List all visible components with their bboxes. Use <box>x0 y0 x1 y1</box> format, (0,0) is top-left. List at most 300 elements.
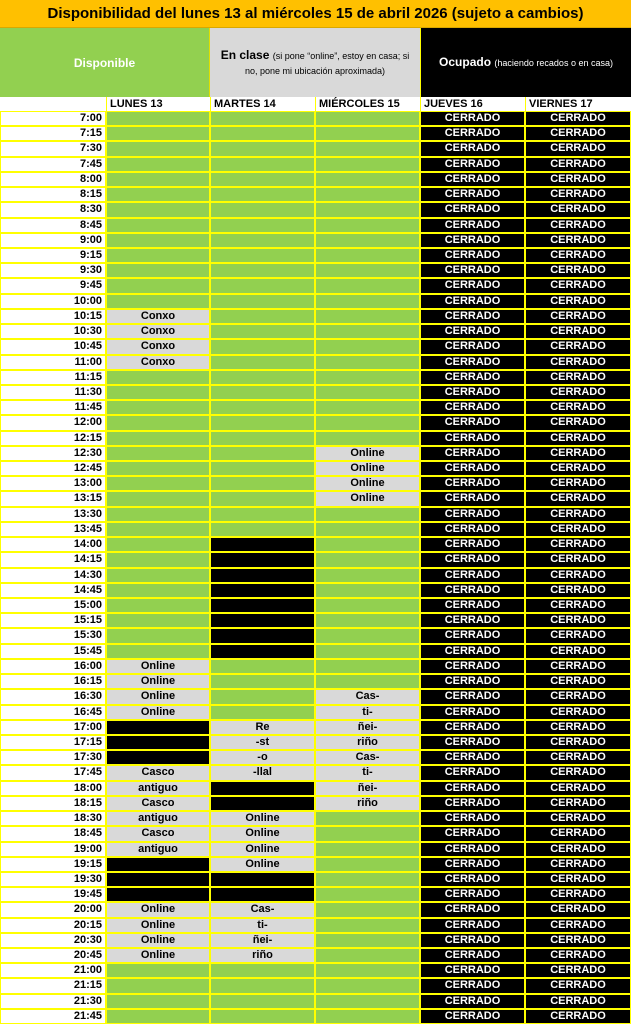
in-class-cell: Online <box>106 689 210 704</box>
available-cell <box>210 522 315 537</box>
busy-cell <box>106 857 210 872</box>
busy-cell: CERRADO <box>525 674 631 689</box>
time-label: 18:00 <box>0 781 106 796</box>
available-cell <box>210 415 315 430</box>
schedule-row <box>0 781 631 796</box>
day-header: MIÉRCOLES 15 <box>315 97 420 111</box>
busy-cell: CERRADO <box>420 537 525 552</box>
available-cell <box>106 613 210 628</box>
available-cell <box>210 294 315 309</box>
time-label: 21:15 <box>0 978 106 993</box>
busy-cell: CERRADO <box>525 568 631 583</box>
available-cell <box>315 887 420 902</box>
time-label: 18:45 <box>0 826 106 841</box>
schedule-row <box>0 826 631 841</box>
schedule-row <box>0 370 631 385</box>
schedule-row <box>0 598 631 613</box>
time-label: 12:00 <box>0 415 106 430</box>
time-label: 9:00 <box>0 233 106 248</box>
busy-cell: CERRADO <box>525 583 631 598</box>
schedule-row <box>0 431 631 446</box>
schedule-row <box>0 248 631 263</box>
available-cell <box>210 461 315 476</box>
in-class-cell: Casco <box>106 765 210 780</box>
available-cell <box>315 522 420 537</box>
time-label: 20:45 <box>0 948 106 963</box>
busy-cell: CERRADO <box>420 233 525 248</box>
available-cell <box>106 978 210 993</box>
busy-cell: CERRADO <box>525 857 631 872</box>
available-cell <box>315 126 420 141</box>
busy-cell <box>106 735 210 750</box>
time-label: 20:30 <box>0 933 106 948</box>
schedule-row <box>0 948 631 963</box>
available-cell <box>315 933 420 948</box>
time-label: 17:15 <box>0 735 106 750</box>
in-class-cell: Online <box>106 705 210 720</box>
available-cell <box>106 644 210 659</box>
available-cell <box>106 994 210 1009</box>
time-label: 14:15 <box>0 552 106 567</box>
schedule-row <box>0 263 631 278</box>
available-cell <box>210 248 315 263</box>
in-class-cell: Online <box>210 842 315 857</box>
busy-cell: CERRADO <box>420 461 525 476</box>
busy-cell: CERRADO <box>420 933 525 948</box>
time-label: 9:30 <box>0 263 106 278</box>
available-cell <box>106 431 210 446</box>
busy-cell: CERRADO <box>420 796 525 811</box>
schedule-row <box>0 568 631 583</box>
busy-cell: CERRADO <box>420 583 525 598</box>
busy-cell: CERRADO <box>420 431 525 446</box>
available-cell <box>106 278 210 293</box>
busy-cell: CERRADO <box>525 324 631 339</box>
available-cell <box>106 111 210 126</box>
available-cell <box>210 187 315 202</box>
day-header: VIERNES 17 <box>525 97 631 111</box>
time-label: 13:45 <box>0 522 106 537</box>
available-cell <box>106 172 210 187</box>
busy-cell: CERRADO <box>525 887 631 902</box>
legend-in-class <box>210 28 420 97</box>
schedule-row <box>0 507 631 522</box>
available-cell <box>315 811 420 826</box>
busy-cell: CERRADO <box>420 552 525 567</box>
busy-cell: CERRADO <box>420 111 525 126</box>
in-class-cell: Online <box>315 461 420 476</box>
schedule-row <box>0 978 631 993</box>
busy-cell: CERRADO <box>420 765 525 780</box>
busy-cell: CERRADO <box>420 126 525 141</box>
in-class-cell: Cas- <box>315 689 420 704</box>
in-class-cell: antiguo <box>106 842 210 857</box>
time-label: 16:00 <box>0 659 106 674</box>
busy-cell: CERRADO <box>525 735 631 750</box>
busy-cell: CERRADO <box>525 659 631 674</box>
available-cell <box>315 948 420 963</box>
schedule-row <box>0 172 631 187</box>
busy-cell: CERRADO <box>420 309 525 324</box>
available-cell <box>210 446 315 461</box>
time-label: 11:15 <box>0 370 106 385</box>
available-cell <box>106 598 210 613</box>
available-cell <box>315 400 420 415</box>
busy-cell: CERRADO <box>525 172 631 187</box>
time-label: 8:15 <box>0 187 106 202</box>
busy-cell: CERRADO <box>525 309 631 324</box>
busy-cell <box>210 552 315 567</box>
busy-cell: CERRADO <box>525 339 631 354</box>
schedule-body <box>0 111 631 1024</box>
time-label: 17:00 <box>0 720 106 735</box>
schedule-row <box>0 887 631 902</box>
busy-cell: CERRADO <box>525 202 631 217</box>
schedule-row <box>0 415 631 430</box>
busy-cell: CERRADO <box>525 355 631 370</box>
busy-cell: CERRADO <box>525 781 631 796</box>
schedule-row <box>0 537 631 552</box>
time-label: 17:30 <box>0 750 106 765</box>
available-cell <box>315 278 420 293</box>
available-cell <box>315 613 420 628</box>
busy-cell <box>210 644 315 659</box>
time-label: 10:00 <box>0 294 106 309</box>
time-label: 21:45 <box>0 1009 106 1024</box>
available-cell <box>210 263 315 278</box>
busy-cell: CERRADO <box>420 598 525 613</box>
available-cell <box>106 476 210 491</box>
busy-cell: CERRADO <box>525 796 631 811</box>
schedule-row <box>0 720 631 735</box>
time-label: 20:00 <box>0 902 106 917</box>
available-cell <box>315 994 420 1009</box>
busy-cell: CERRADO <box>525 446 631 461</box>
schedule-row <box>0 126 631 141</box>
busy-cell: CERRADO <box>420 568 525 583</box>
busy-cell: CERRADO <box>525 720 631 735</box>
schedule-row <box>0 141 631 156</box>
available-cell <box>315 294 420 309</box>
available-cell <box>210 324 315 339</box>
in-class-cell: ñei- <box>315 781 420 796</box>
busy-cell: CERRADO <box>525 476 631 491</box>
available-cell <box>210 355 315 370</box>
available-cell <box>315 141 420 156</box>
in-class-cell: riño <box>315 796 420 811</box>
busy-cell: CERRADO <box>420 689 525 704</box>
available-cell <box>210 126 315 141</box>
time-label: 7:15 <box>0 126 106 141</box>
available-cell <box>210 385 315 400</box>
time-label: 18:30 <box>0 811 106 826</box>
busy-cell: CERRADO <box>420 187 525 202</box>
busy-cell: CERRADO <box>525 902 631 917</box>
in-class-cell: Conxo <box>106 339 210 354</box>
busy-cell: CERRADO <box>525 872 631 887</box>
busy-cell: CERRADO <box>525 415 631 430</box>
busy-cell: CERRADO <box>420 978 525 993</box>
available-cell <box>210 370 315 385</box>
busy-cell: CERRADO <box>420 811 525 826</box>
available-cell <box>315 1009 420 1024</box>
busy-cell: CERRADO <box>525 918 631 933</box>
busy-cell: CERRADO <box>420 446 525 461</box>
schedule-row <box>0 1009 631 1024</box>
in-class-cell: riño <box>315 735 420 750</box>
available-cell <box>106 628 210 643</box>
busy-cell: CERRADO <box>420 172 525 187</box>
available-cell <box>210 400 315 415</box>
schedule-title: Disponibilidad del lunes 13 al miércoles 15 de abril 2026 (sujeto a cambios) <box>0 0 631 28</box>
available-cell <box>210 963 315 978</box>
busy-cell: CERRADO <box>525 218 631 233</box>
schedule-row <box>0 111 631 126</box>
in-class-cell: Online <box>210 857 315 872</box>
in-class-cell: antiguo <box>106 811 210 826</box>
available-cell <box>315 202 420 217</box>
in-class-cell: antiguo <box>106 781 210 796</box>
available-cell <box>210 978 315 993</box>
schedule-row <box>0 765 631 780</box>
time-label: 13:00 <box>0 476 106 491</box>
available-cell <box>210 278 315 293</box>
day-header: LUNES 13 <box>106 97 210 111</box>
schedule-row <box>0 750 631 765</box>
available-cell <box>315 872 420 887</box>
busy-cell: CERRADO <box>420 781 525 796</box>
available-cell <box>210 157 315 172</box>
busy-cell: CERRADO <box>420 141 525 156</box>
time-label: 12:15 <box>0 431 106 446</box>
legend-busy-label <box>439 55 613 70</box>
busy-cell: CERRADO <box>525 644 631 659</box>
available-cell <box>210 339 315 354</box>
schedule-row <box>0 476 631 491</box>
busy-cell: CERRADO <box>420 902 525 917</box>
schedule-row <box>0 355 631 370</box>
available-cell <box>315 233 420 248</box>
available-cell <box>106 537 210 552</box>
busy-cell: CERRADO <box>525 948 631 963</box>
available-cell <box>315 918 420 933</box>
busy-cell <box>106 887 210 902</box>
available-cell <box>106 491 210 506</box>
day-header: MARTES 14 <box>210 97 315 111</box>
available-cell <box>210 705 315 720</box>
available-cell <box>210 202 315 217</box>
busy-cell: CERRADO <box>525 842 631 857</box>
busy-cell <box>210 613 315 628</box>
available-cell <box>315 659 420 674</box>
busy-cell: CERRADO <box>525 689 631 704</box>
busy-cell: CERRADO <box>525 978 631 993</box>
schedule-row <box>0 918 631 933</box>
busy-cell: CERRADO <box>420 750 525 765</box>
in-class-cell: Cas- <box>210 902 315 917</box>
available-cell <box>315 644 420 659</box>
available-cell <box>315 552 420 567</box>
busy-cell: CERRADO <box>420 476 525 491</box>
available-cell <box>106 263 210 278</box>
in-class-cell: ti- <box>210 918 315 933</box>
in-class-cell: Online <box>315 446 420 461</box>
legend-in-class-note: (si pone “online”, estoy en casa; si no, pone mi ubicación aproximada) <box>244 50 410 76</box>
time-label: 16:45 <box>0 705 106 720</box>
available-cell <box>106 522 210 537</box>
in-class-cell: Online <box>106 902 210 917</box>
busy-cell: CERRADO <box>525 522 631 537</box>
time-label: 8:00 <box>0 172 106 187</box>
busy-cell: CERRADO <box>420 674 525 689</box>
busy-cell: CERRADO <box>525 157 631 172</box>
available-cell <box>106 218 210 233</box>
schedule-row <box>0 400 631 415</box>
in-class-cell: Cas- <box>315 750 420 765</box>
schedule-row <box>0 613 631 628</box>
busy-cell <box>210 598 315 613</box>
schedule-row <box>0 294 631 309</box>
time-label: 7:00 <box>0 111 106 126</box>
available-cell <box>315 568 420 583</box>
time-label: 8:45 <box>0 218 106 233</box>
available-cell <box>315 187 420 202</box>
schedule-row <box>0 583 631 598</box>
time-label: 9:45 <box>0 278 106 293</box>
busy-cell: CERRADO <box>420 872 525 887</box>
busy-cell <box>210 628 315 643</box>
available-cell <box>315 842 420 857</box>
busy-cell <box>210 887 315 902</box>
in-class-cell: Online <box>315 476 420 491</box>
time-label: 8:30 <box>0 202 106 217</box>
time-label: 12:45 <box>0 461 106 476</box>
time-label: 20:15 <box>0 918 106 933</box>
time-label: 18:15 <box>0 796 106 811</box>
available-cell <box>106 400 210 415</box>
time-label: 7:30 <box>0 141 106 156</box>
time-label: 9:15 <box>0 248 106 263</box>
schedule-row <box>0 202 631 217</box>
time-label: 16:15 <box>0 674 106 689</box>
busy-cell: CERRADO <box>525 1009 631 1024</box>
busy-cell: CERRADO <box>525 811 631 826</box>
busy-cell: CERRADO <box>525 278 631 293</box>
available-cell <box>315 355 420 370</box>
busy-cell: CERRADO <box>525 263 631 278</box>
time-label: 12:30 <box>0 446 106 461</box>
busy-cell: CERRADO <box>420 628 525 643</box>
available-cell <box>106 202 210 217</box>
busy-cell: CERRADO <box>525 507 631 522</box>
available-cell <box>106 294 210 309</box>
time-label: 19:15 <box>0 857 106 872</box>
schedule-row <box>0 994 631 1009</box>
schedule-row <box>0 705 631 720</box>
schedule-row <box>0 491 631 506</box>
time-label: 11:00 <box>0 355 106 370</box>
schedule-row <box>0 796 631 811</box>
in-class-cell: -st <box>210 735 315 750</box>
available-cell <box>106 385 210 400</box>
available-cell <box>210 111 315 126</box>
busy-cell: CERRADO <box>420 355 525 370</box>
busy-cell: CERRADO <box>420 826 525 841</box>
available-cell <box>210 491 315 506</box>
busy-cell: CERRADO <box>525 491 631 506</box>
busy-cell: CERRADO <box>420 507 525 522</box>
available-cell <box>315 218 420 233</box>
available-cell <box>106 1009 210 1024</box>
available-cell <box>315 598 420 613</box>
available-cell <box>315 172 420 187</box>
legend-available-label: Disponible <box>73 55 136 70</box>
schedule-row <box>0 644 631 659</box>
in-class-cell: Online <box>106 933 210 948</box>
busy-cell <box>106 750 210 765</box>
available-cell <box>106 233 210 248</box>
in-class-cell: Online <box>106 659 210 674</box>
time-label: 21:00 <box>0 963 106 978</box>
schedule-row <box>0 674 631 689</box>
time-label: 13:30 <box>0 507 106 522</box>
schedule-row <box>0 339 631 354</box>
schedule-row <box>0 233 631 248</box>
day-header: JUEVES 16 <box>420 97 525 111</box>
legend-busy-note: (haciendo recados o en casa) <box>494 58 613 68</box>
busy-cell: CERRADO <box>420 918 525 933</box>
busy-cell: CERRADO <box>525 233 631 248</box>
busy-cell: CERRADO <box>420 994 525 1009</box>
schedule-row <box>0 324 631 339</box>
busy-cell <box>106 872 210 887</box>
in-class-cell: Online <box>210 811 315 826</box>
time-label: 14:45 <box>0 583 106 598</box>
time-label: 14:00 <box>0 537 106 552</box>
available-cell <box>106 141 210 156</box>
available-cell <box>210 476 315 491</box>
available-cell <box>315 263 420 278</box>
time-label: 13:15 <box>0 491 106 506</box>
busy-cell: CERRADO <box>420 218 525 233</box>
schedule-row <box>0 872 631 887</box>
available-cell <box>315 583 420 598</box>
available-cell <box>315 370 420 385</box>
busy-cell: CERRADO <box>525 826 631 841</box>
busy-cell: CERRADO <box>525 461 631 476</box>
busy-cell: CERRADO <box>420 887 525 902</box>
available-cell <box>106 461 210 476</box>
busy-cell: CERRADO <box>420 385 525 400</box>
busy-cell: CERRADO <box>525 431 631 446</box>
available-cell <box>106 157 210 172</box>
busy-cell: CERRADO <box>525 750 631 765</box>
busy-cell: CERRADO <box>420 294 525 309</box>
time-label: 17:45 <box>0 765 106 780</box>
available-cell <box>210 172 315 187</box>
busy-cell: CERRADO <box>525 963 631 978</box>
busy-cell <box>210 781 315 796</box>
available-cell <box>106 248 210 263</box>
busy-cell: CERRADO <box>525 933 631 948</box>
busy-cell: CERRADO <box>420 735 525 750</box>
in-class-cell: Casco <box>106 826 210 841</box>
in-class-cell: Conxo <box>106 324 210 339</box>
schedule-row <box>0 218 631 233</box>
in-class-cell: Online <box>106 674 210 689</box>
available-cell <box>106 583 210 598</box>
busy-cell: CERRADO <box>525 248 631 263</box>
